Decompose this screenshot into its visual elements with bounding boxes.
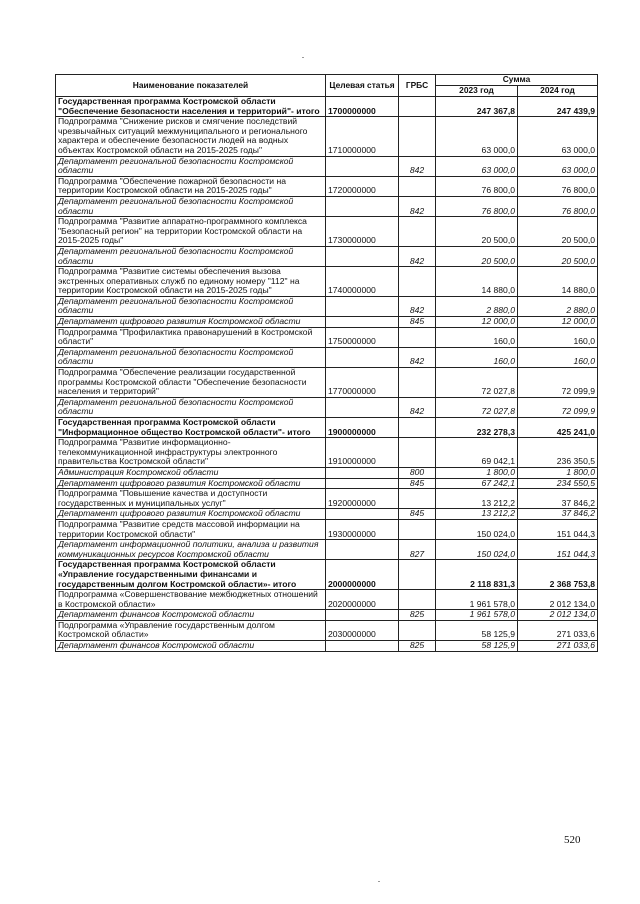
row-amount-2024-cell: 151 044,3 (518, 519, 598, 539)
header-name: Наименование показателей (56, 75, 326, 97)
row-name-cell: Департамент финансов Костромской области (56, 610, 326, 621)
row-code-cell (326, 397, 399, 417)
row-grbs-cell (399, 620, 436, 640)
row-name-cell: Департамент цифрового развития Костромской области (56, 317, 326, 328)
row-amount-2023-cell: 150 024,0 (436, 519, 518, 539)
row-name-cell: Департамент региональной безопасности Костромской области (56, 246, 326, 266)
row-code-cell (326, 540, 399, 560)
row-amount-2024-cell: 271 033,6 (518, 620, 598, 640)
row-name-cell: Подпрограмма "Обеспечение пожарной безопасности на территории Костромской области на 2015-2025 годы" (56, 176, 326, 196)
row-amount-2023-cell: 2 118 831,3 (436, 560, 518, 590)
row-amount-2023-cell: 58 125,9 (436, 620, 518, 640)
row-amount-2024-cell: 20 500,0 (518, 246, 598, 266)
row-grbs-cell (399, 117, 436, 156)
department-row (56, 509, 598, 520)
row-code-cell (326, 467, 399, 478)
table-body (56, 97, 598, 652)
row-code-cell: 1930000000 (326, 519, 399, 539)
program-row (56, 418, 598, 438)
row-code-cell: 1720000000 (326, 176, 399, 196)
row-grbs-cell (399, 267, 436, 297)
row-amount-2023-cell: 1 961 578,0 (436, 610, 518, 621)
row-amount-2023-cell: 247 367,8 (436, 97, 518, 117)
subprogram-row (56, 217, 598, 247)
row-amount-2023-cell: 160,0 (436, 327, 518, 347)
row-code-cell (326, 610, 399, 621)
row-code-cell (326, 296, 399, 316)
row-code-cell (326, 246, 399, 266)
row-amount-2024-cell: 76 800,0 (518, 176, 598, 196)
row-name-cell: Администрация Костромской области (56, 467, 326, 478)
row-grbs-cell: 842 (399, 196, 436, 216)
row-amount-2024-cell: 2 012 134,0 (518, 610, 598, 621)
row-amount-2024-cell: 425 241,0 (518, 418, 598, 438)
row-amount-2023-cell: 13 212,2 (436, 509, 518, 520)
row-amount-2024-cell: 63 000,0 (518, 117, 598, 156)
row-grbs-cell (399, 560, 436, 590)
row-amount-2023-cell: 160,0 (436, 347, 518, 367)
row-amount-2024-cell: 160,0 (518, 347, 598, 367)
department-row (56, 478, 598, 489)
row-name-cell: Подпрограмма "Обеспечение реализации государственной программы Костромской области "Обеспечение безопасности населения и территорий" (56, 368, 326, 398)
row-grbs-cell: 845 (399, 478, 436, 489)
row-code-cell (326, 317, 399, 328)
row-name-cell: Департамент финансов Костромской области (56, 641, 326, 652)
subprogram-row (56, 368, 598, 398)
row-grbs-cell: 842 (399, 397, 436, 417)
header-year-2023: 2023 год (436, 86, 518, 97)
department-row (56, 641, 598, 652)
row-amount-2023-cell: 2 880,0 (436, 296, 518, 316)
row-amount-2024-cell: 160,0 (518, 327, 598, 347)
row-code-cell (326, 478, 399, 489)
row-name-cell: Подпрограмма «Совершенствование межбюджетных отношений в Костромской области» (56, 590, 326, 610)
row-grbs-cell (399, 418, 436, 438)
row-grbs-cell (399, 489, 436, 509)
row-amount-2024-cell: 2 368 753,8 (518, 560, 598, 590)
row-name-cell: Государственная программа Костромской области "Информационное общество Костромской области"- итого (56, 418, 326, 438)
row-amount-2023-cell: 14 880,0 (436, 267, 518, 297)
row-code-cell (326, 641, 399, 652)
department-row (56, 246, 598, 266)
row-amount-2023-cell: 67 242,1 (436, 478, 518, 489)
row-name-cell: Департамент цифрового развития Костромской области (56, 478, 326, 489)
row-code-cell: 1910000000 (326, 438, 399, 468)
row-grbs-cell: 845 (399, 317, 436, 328)
row-name-cell: Департамент информационной политики, анализа и развития коммуникационных ресурсов Костромской области (56, 540, 326, 560)
subprogram-row (56, 620, 598, 640)
row-code-cell: 1920000000 (326, 489, 399, 509)
row-grbs-cell (399, 327, 436, 347)
header-code: Целевая статья (326, 75, 399, 97)
row-grbs-cell (399, 97, 436, 117)
subprogram-row (56, 176, 598, 196)
scan-speck (378, 881, 380, 882)
row-name-cell: Департамент региональной безопасности Костромской области (56, 296, 326, 316)
row-amount-2024-cell: 20 500,0 (518, 217, 598, 247)
row-amount-2024-cell: 1 800,0 (518, 467, 598, 478)
scan-speck (302, 57, 304, 58)
department-row (56, 296, 598, 316)
row-amount-2024-cell: 151 044,3 (518, 540, 598, 560)
header-sum: Сумма (436, 75, 598, 86)
row-grbs-cell: 800 (399, 467, 436, 478)
row-amount-2023-cell: 232 278,3 (436, 418, 518, 438)
row-amount-2024-cell: 72 099,9 (518, 368, 598, 398)
header-grbs: ГРБС (399, 75, 436, 97)
header-year-2024: 2024 год (518, 86, 598, 97)
row-amount-2023-cell: 1 961 578,0 (436, 590, 518, 610)
row-name-cell: Государственная программа Костромской области «Управление государственными финансами и государственным долгом Костромской области»- итого (56, 560, 326, 590)
row-amount-2024-cell: 37 846,2 (518, 489, 598, 509)
subprogram-row (56, 267, 598, 297)
row-amount-2023-cell: 76 800,0 (436, 196, 518, 216)
row-name-cell: Департамент цифрового развития Костромской области (56, 509, 326, 520)
row-grbs-cell: 842 (399, 156, 436, 176)
row-grbs-cell (399, 217, 436, 247)
row-code-cell: 2000000000 (326, 560, 399, 590)
subprogram-row (56, 327, 598, 347)
department-row (56, 610, 598, 621)
row-grbs-cell (399, 590, 436, 610)
row-name-cell: Подпрограмма «Управление государственным долгом Костромской области» (56, 620, 326, 640)
row-name-cell: Подпрограмма "Повышение качества и доступности государственных и муниципальных услуг" (56, 489, 326, 509)
row-amount-2024-cell: 236 350,5 (518, 438, 598, 468)
row-grbs-cell: 827 (399, 540, 436, 560)
department-row (56, 317, 598, 328)
row-grbs-cell (399, 438, 436, 468)
row-code-cell: 1740000000 (326, 267, 399, 297)
row-name-cell: Подпрограмма "Снижение рисков и смягчение последствий чрезвычайных ситуаций межмуниципального и регионального характера и обеспечение безопасности людей на водных объектах Костромской области на 2015-2025 годы" (56, 117, 326, 156)
row-amount-2024-cell: 14 880,0 (518, 267, 598, 297)
subprogram-row (56, 438, 598, 468)
row-amount-2024-cell: 76 800,0 (518, 196, 598, 216)
row-amount-2023-cell: 1 800,0 (436, 467, 518, 478)
row-name-cell: Государственная программа Костромской области "Обеспечение безопасности населения и территорий"- итого (56, 97, 326, 117)
row-amount-2023-cell: 13 212,2 (436, 489, 518, 509)
row-amount-2023-cell: 76 800,0 (436, 176, 518, 196)
row-grbs-cell: 845 (399, 509, 436, 520)
subprogram-row (56, 519, 598, 539)
department-row (56, 156, 598, 176)
row-amount-2024-cell: 2 880,0 (518, 296, 598, 316)
row-amount-2023-cell: 69 042,1 (436, 438, 518, 468)
row-code-cell: 1710000000 (326, 117, 399, 156)
row-grbs-cell (399, 519, 436, 539)
row-amount-2024-cell: 72 099,9 (518, 397, 598, 417)
row-name-cell: Департамент региональной безопасности Костромской области (56, 156, 326, 176)
row-code-cell: 1900000000 (326, 418, 399, 438)
row-name-cell: Подпрограмма "Профилактика правонарушений в Костромской области" (56, 327, 326, 347)
row-code-cell: 1770000000 (326, 368, 399, 398)
row-code-cell: 2020000000 (326, 590, 399, 610)
row-code-cell (326, 156, 399, 176)
row-amount-2023-cell: 63 000,0 (436, 117, 518, 156)
program-row (56, 97, 598, 117)
department-row (56, 540, 598, 560)
row-amount-2024-cell: 63 000,0 (518, 156, 598, 176)
row-code-cell (326, 347, 399, 367)
table-header (56, 75, 598, 97)
row-amount-2023-cell: 63 000,0 (436, 156, 518, 176)
row-grbs-cell: 825 (399, 610, 436, 621)
row-amount-2023-cell: 20 500,0 (436, 217, 518, 247)
row-grbs-cell (399, 176, 436, 196)
department-row (56, 347, 598, 367)
row-name-cell: Департамент региональной безопасности Костромской области (56, 347, 326, 367)
department-row (56, 397, 598, 417)
row-name-cell: Подпрограмма "Развитие средств массовой информации на территории Костромской области" (56, 519, 326, 539)
row-amount-2024-cell: 2 012 134,0 (518, 590, 598, 610)
row-name-cell: Подпрограмма "Развитие аппаратно-программного комплекса "Безопасный регион" на территории Костромской области на 2015-2025 годы" (56, 217, 326, 247)
department-row (56, 467, 598, 478)
row-code-cell (326, 509, 399, 520)
row-grbs-cell: 842 (399, 296, 436, 316)
row-grbs-cell (399, 368, 436, 398)
program-row (56, 560, 598, 590)
row-code-cell: 1700000000 (326, 97, 399, 117)
budget-table (55, 74, 598, 652)
subprogram-row (56, 117, 598, 156)
row-amount-2023-cell: 20 500,0 (436, 246, 518, 266)
row-amount-2024-cell: 271 033,6 (518, 641, 598, 652)
row-grbs-cell: 842 (399, 246, 436, 266)
row-amount-2024-cell: 247 439,9 (518, 97, 598, 117)
row-name-cell: Подпрограмма "Развитие системы обеспечения вызова экстренных оперативных служб по единому номеру "112" на территории Костромской области на 2015-2025 годы" (56, 267, 326, 297)
row-amount-2023-cell: 72 027,8 (436, 368, 518, 398)
row-amount-2024-cell: 234 550,5 (518, 478, 598, 489)
row-name-cell: Подпрограмма "Развитие информационно-телекоммуникационной инфраструктуры электронного правительства Костромской области" (56, 438, 326, 468)
row-amount-2023-cell: 150 024,0 (436, 540, 518, 560)
row-name-cell: Департамент региональной безопасности Костромской области (56, 196, 326, 216)
row-amount-2023-cell: 12 000,0 (436, 317, 518, 328)
page-number: 520 (564, 834, 581, 846)
row-grbs-cell: 842 (399, 347, 436, 367)
row-amount-2023-cell: 58 125,9 (436, 641, 518, 652)
row-code-cell (326, 196, 399, 216)
row-grbs-cell: 825 (399, 641, 436, 652)
subprogram-row (56, 590, 598, 610)
row-amount-2024-cell: 12 000,0 (518, 317, 598, 328)
row-amount-2023-cell: 72 027,8 (436, 397, 518, 417)
department-row (56, 196, 598, 216)
row-code-cell: 1750000000 (326, 327, 399, 347)
row-code-cell: 1730000000 (326, 217, 399, 247)
row-code-cell: 2030000000 (326, 620, 399, 640)
row-amount-2024-cell: 37 846,2 (518, 509, 598, 520)
subprogram-row (56, 489, 598, 509)
row-name-cell: Департамент региональной безопасности Костромской области (56, 397, 326, 417)
